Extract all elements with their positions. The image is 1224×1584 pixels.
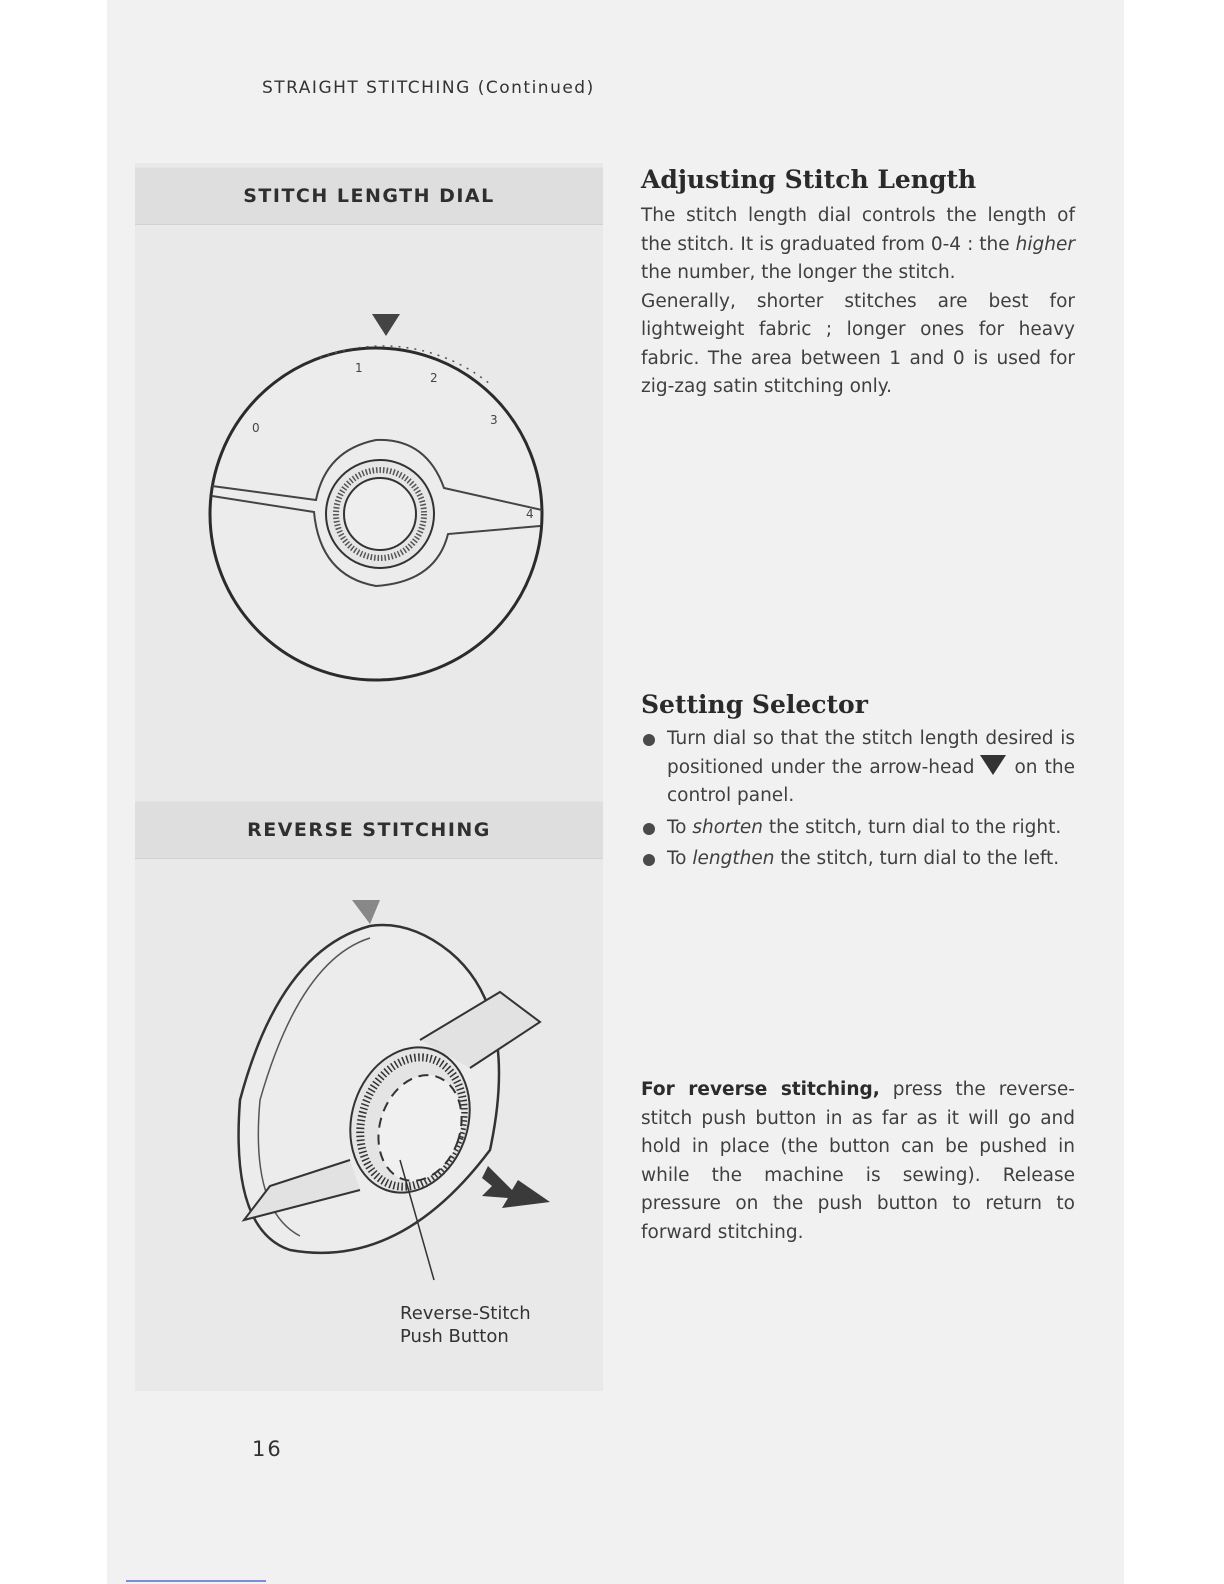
adjusting-section [641,165,1075,402]
bullet-1-text-a: Turn dial so that the stitch length desired is positioned under the arrow-head [667,728,1075,778]
reverse-stitching-header: REVERSE STITCHING [135,801,603,859]
adjusting-p1-text-a: The stitch length dial controls the length of the stitch. It is graduated from 0-4 : the [641,205,1075,255]
adjusting-heading: Adjusting Stitch Length [641,165,977,194]
arrowhead-marker-icon [372,314,400,336]
bullet-3-emphasis: lengthen [692,848,775,869]
adjusting-paragraph-2: Generally, shorter stitches are best for lightweight fabric ; longer ones for heavy fabric. The area between 1 and 0 is used for zig-zag satin stitching only. [641,290,1075,397]
page-number: 16 [252,1437,283,1461]
push-button-callout [400,1302,531,1348]
bullet-2-text-b: the stitch, turn dial to the right. [763,816,1062,838]
dial-number-1: 1 [355,361,363,375]
callout-line-2: Push Button [400,1326,509,1347]
dial-number-3: 3 [490,413,498,427]
bullet-dot-icon [643,823,655,835]
reverse-stitch-illustration [220,890,580,1290]
dial-number-0: 0 [252,421,260,435]
reverse-section [641,1076,1075,1247]
reverse-lead: For reverse stitching, [641,1079,880,1100]
dial-hub-center [344,478,416,550]
running-head: STRAIGHT STITCHING (Continued) [262,78,595,98]
callout-line-1: Reverse-Stitch [400,1303,531,1324]
bullet-1-text-b: on the control panel. [667,756,1075,806]
selector-section [641,690,1075,877]
bullet-2-emphasis: shorten [692,816,764,838]
bullet-2-text-a: To [667,816,693,838]
dial-number-2: 2 [430,371,438,385]
bullet-dot-icon [643,734,655,746]
bullet-dot-icon [643,854,655,866]
selector-heading: Setting Selector [641,690,868,719]
dial-number-4: 4 [526,507,534,521]
reverse-text: press the reverse-stitch push button in as far as it will go and hold in place (the button can be pushed in while the machine is sewing). Release pressure on the push button to return to forward stitching. [641,1079,1075,1243]
bullet-3-text-a: To [667,848,693,869]
arrowhead-marker-icon [980,755,1006,775]
stitch-length-dial-header: STITCH LENGTH DIAL [135,167,603,225]
stitch-length-dial-illustration [200,300,560,700]
selector-bullet-1 [641,725,1075,811]
edge-mark [126,1580,266,1582]
bullet-3-text-b: the stitch, turn dial to the left. [774,848,1060,869]
adjusting-p1-text-b: the number, the longer the stitch. [641,262,956,283]
selector-bullet-2 [641,814,1075,843]
selector-bullet-3 [641,845,1075,874]
selector-bullets [641,725,1075,874]
reverse-paragraph [641,1076,1075,1247]
adjusting-p1-emphasis: higher [1015,233,1075,255]
adjusting-paragraph-1 [641,202,1075,288]
push-arrow-icon [482,1166,550,1208]
arrowhead-marker-icon [352,900,380,924]
